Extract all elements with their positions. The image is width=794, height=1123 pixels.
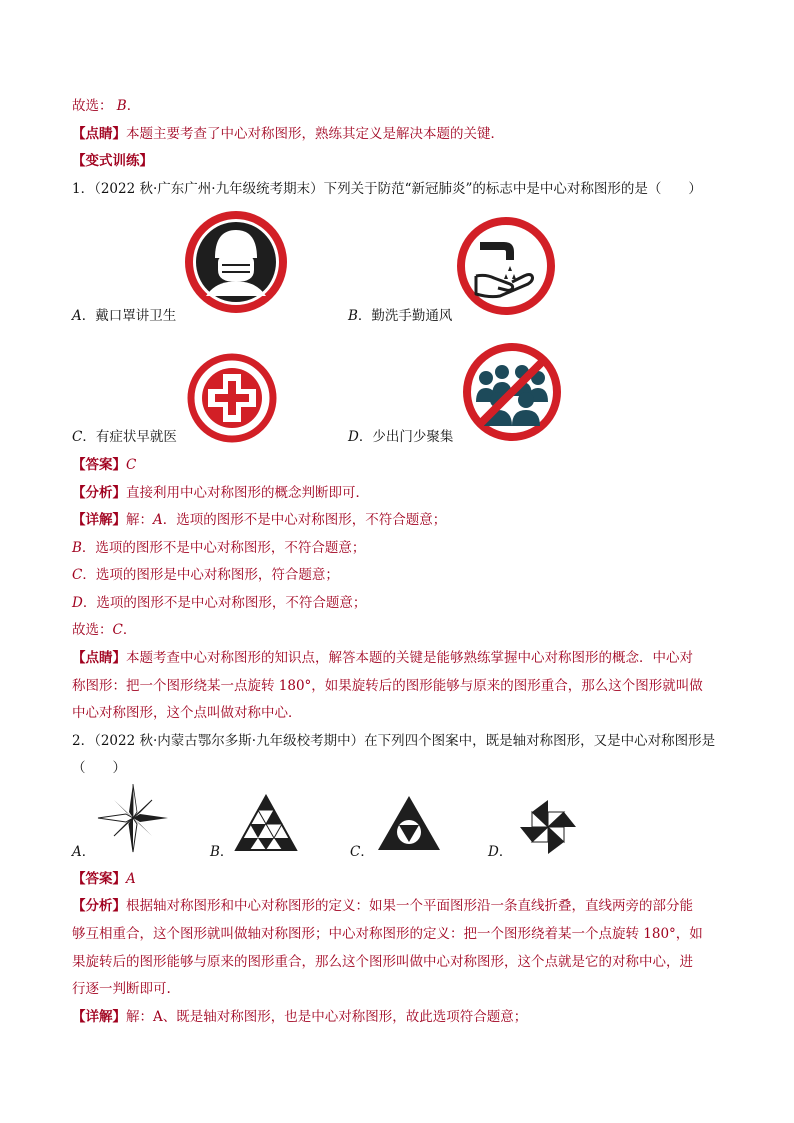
mask-person-icon [184,210,288,314]
option-text: ．勤洗手勤通风 [357,308,453,324]
q1-option-a [72,306,176,326]
q1-answer-line [72,455,136,475]
answer-tag: 【答案】 [72,871,126,887]
q1-guxuan-line [72,620,136,640]
guxuan-answer: C [112,622,123,638]
answer-value: A [126,871,136,887]
medical-cross-icon [186,352,278,444]
option-text: ． [498,844,513,860]
option-text: ．有症状早就医 [82,429,177,445]
option-text: ． [81,844,96,860]
detail-text: ．选项的图形不是中心对称图形，不符合题意； [81,540,366,556]
detail-tag: 【详解】 [72,1009,126,1025]
option-letter: A [72,844,82,860]
guxuan-answer: B [116,98,127,114]
detail-prefix: 解： [126,512,153,528]
option-letter: C [72,429,83,445]
q2-option-a [72,842,95,862]
q2-option-b [210,842,233,862]
q1-detail-line-c [72,565,339,585]
option-text: ． [360,844,374,860]
top-dianjing-line [72,124,504,144]
option-letter: A [72,308,82,324]
detail-letter: C [72,567,83,583]
guxuan-label: 故选： [72,622,113,638]
dianjing-text: 本题主要考查了中心对称图形，熟练其定义是解决本题的关键． [126,126,504,142]
analysis-text: 直接利用中心对称图形的概念判断即可． [126,485,369,501]
no-gathering-icon [462,342,562,442]
q1-option-b [348,306,452,326]
detail-text: 解：A、既是轴对称图形，也是中心对称图形，故此选项符合题意； [126,1009,528,1025]
q2-stem-line-2: （ ） [72,760,126,776]
q1-dianjing-line-2: 称图形：把一个图形绕某一点旋转 180°，如果旋转后的图形能够与原来的图形重合，那么这个图形就叫做 [72,678,703,694]
dianjing-tag: 【点睛】 [72,650,126,666]
q1-option-c [72,427,177,447]
dianjing-text: 本题考查中心对称图形的知识点，解答本题的关键是能够熟练掌握中心对称图形的概念．中心对 [126,650,693,666]
q1-analysis-line [72,483,369,503]
option-text: ． [219,844,234,860]
analysis-tag: 【分析】 [72,485,126,501]
detail-letter: B [72,540,82,556]
answer-value: C [126,457,137,473]
handwash-faucet-icon [456,216,556,316]
detail-text: ．选项的图形不是中心对称图形，不符合题意； [162,512,447,528]
option-text: ．戴口罩讲卫生 [81,308,177,324]
q1-dianjing-line-1 [72,648,693,668]
q2-option-c [350,842,374,862]
detail-text: ．选项的图形不是中心对称图形，不符合题意； [82,595,367,611]
section-title: 【变式训练】 [72,153,153,169]
triangle-pattern-c-icon [376,794,442,852]
q1-dianjing-line-3: 中心对称图形，这个点叫做对称中心． [72,705,302,721]
pinwheel-icon [514,798,582,856]
q1-option-d [348,427,453,447]
detail-letter: A [153,512,163,528]
option-letter: B [210,844,220,860]
q2-analysis-line-4: 行逐一判断即可. [72,981,171,997]
answer-tag: 【答案】 [72,457,126,473]
detail-text: ．选项的图形是中心对称图形，符合题意； [82,567,339,583]
option-letter: B [348,308,358,324]
q1-stem: 1．（2022 秋·广东广州·九年级统考期末）下列关于防范“新冠肺炎”的标志中是中心对称图形的是（ ） [72,181,702,197]
q2-detail-line [72,1007,527,1027]
q2-stem-line-1: 2．（2022 秋·内蒙古鄂尔多斯·九年级校考期中）在下列四个图案中，既是轴对称图形，又是中心对称图形是 [72,733,716,749]
q2-analysis-line-3: 果旋转后的图形能够与原来的图形重合，那么这个图形叫做中心对称图形，这个点就是它的对称中心，进 [72,954,693,970]
q2-option-d [488,842,512,862]
detail-tag: 【详解】 [72,512,126,528]
q2-answer-line [72,869,136,889]
q1-detail-line-a [72,510,446,530]
q2-analysis-line-2: 够互相重合，这个图形就叫做轴对称图形；中心对称图形的定义：把一个图形绕着某一个点旋转 180°，如 [72,926,703,942]
triangle-pattern-b-icon [234,794,298,852]
dianjing-tag: 【点睛】 [72,126,126,142]
option-letter: D [348,429,359,445]
detail-letter: D [72,595,83,611]
q1-detail-line-d [72,593,366,613]
analysis-text: 根据轴对称图形和中心对称图形的定义：如果一个平面图形沿一条直线折叠，直线两旁的部分能 [126,898,693,914]
option-text: ．少出门少聚集 [358,429,454,445]
option-letter: C [350,844,361,860]
guxuan-end: ． [122,622,137,638]
option-letter: D [488,844,499,860]
guxuan-end: ． [126,98,141,114]
guxuan-label: 故选： [72,98,113,114]
compass-star-icon [96,782,170,854]
q2-analysis-line-1 [72,896,693,916]
top-guxuan-line [72,96,140,116]
analysis-tag: 【分析】 [72,898,126,914]
q1-detail-line-b [72,538,365,558]
